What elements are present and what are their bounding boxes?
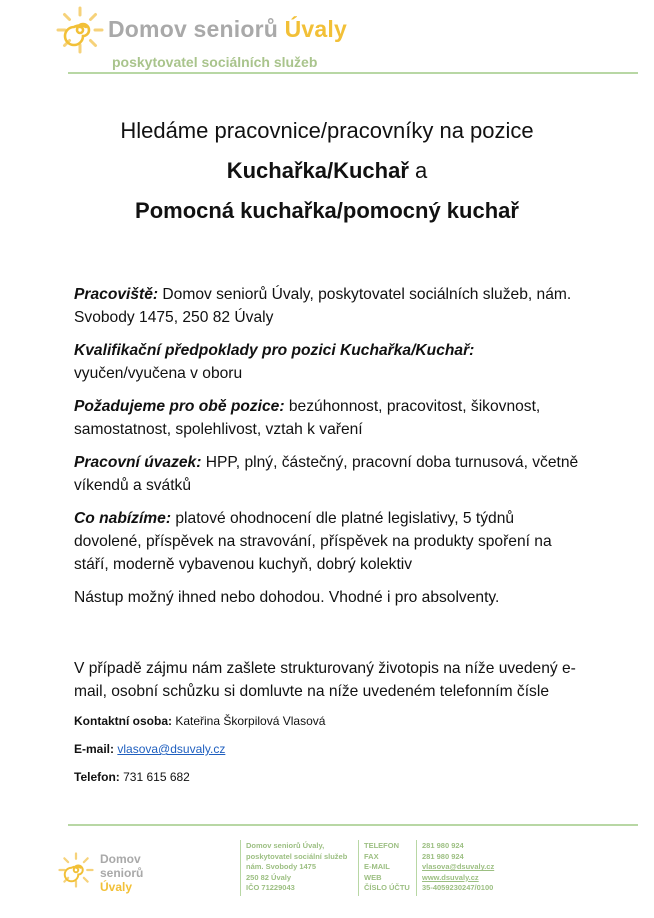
footer-email-link[interactable]: vlasova@dsuvaly.cz [422,862,495,872]
footer-brand: Domov seniorů Úvaly [100,852,144,894]
start-note: Nástup možný ihned nebo dohodou. Vhodné i pro absolventy. [74,589,500,606]
contact-phone: Telefon: 731 615 682 [74,770,190,784]
section-qualification: Kvalifikační předpoklady pro pozici Kuchařka/Kuchař: vyučen/vyučena v oboru [74,342,475,382]
footer-web-link[interactable]: www.dsuvaly.cz [422,872,479,882]
footer-address: Domov seniorů Úvaly, poskytovatel sociální služeb nám. Svobody 1475 250 82 Úvaly IČO 71229043 [246,841,348,893]
brand-subtitle: poskytovatel sociálních služeb [112,54,318,70]
application-note: V případě zájmu nám zašlete strukturovaný životopis na níže uvedený e-mail, osobní schůzku si domluvte na níže uvedeném telefonním čísle [74,660,576,700]
section-requirements: Požadujeme pro obě pozice: bezúhonnost, pracovitost, šikovnost, samostatnost, spolehlivost, vztah k vaření [74,398,541,438]
footer-values: 281 980 924 281 980 924 vlasova@dsuvaly.cz www.dsuvaly.cz 35-4059230247/0100 [422,841,495,893]
footer-divider [68,824,638,826]
contact-person: Kontaktní osoba: Kateřina Škorpilová Vlasová [74,714,326,728]
section-workplace: Pracoviště: Domov seniorů Úvaly, poskytovatel sociálních služeb, nám. Svobody 1475, 250 82 Úvaly [74,286,572,326]
sun-spiral-icon [58,852,94,888]
footer-separator [416,840,417,896]
sun-spiral-icon [56,6,104,54]
contact-email: E-mail: vlasova@dsuvaly.cz [74,742,226,756]
email-link[interactable]: vlasova@dsuvaly.cz [117,742,226,756]
footer-separator [358,840,359,896]
position-2-title: Pomocná kuchařka/pomocný kuchař [135,198,519,223]
section-workload: Pracovní úvazek: HPP, plný, částečný, pracovní doba turnusová, včetně víkendů a svátků [74,454,579,494]
header-divider [68,72,638,74]
brand-accent: Úvaly [284,16,347,42]
brand-name: Domov seniorů Úvaly [108,16,347,42]
position-1-title: Kuchařka/Kuchař a [226,158,428,183]
section-offer: Co nabízíme: platové ohodnocení dle platné legislativy, 5 týdnů dovolené, příspěvek na stravování, příspěvek na produkty spoření na stáří, moderně vybavenou kuchyň, dobrý kolektiv [74,510,552,573]
posting-body [74,283,584,797]
footer-separator [240,840,241,896]
footer-labels: TELEFON FAX E-MAIL WEB ČÍSLO ÚČTU [364,841,410,893]
headline: Hledáme pracovnice/pracovníky na pozice [120,118,534,143]
